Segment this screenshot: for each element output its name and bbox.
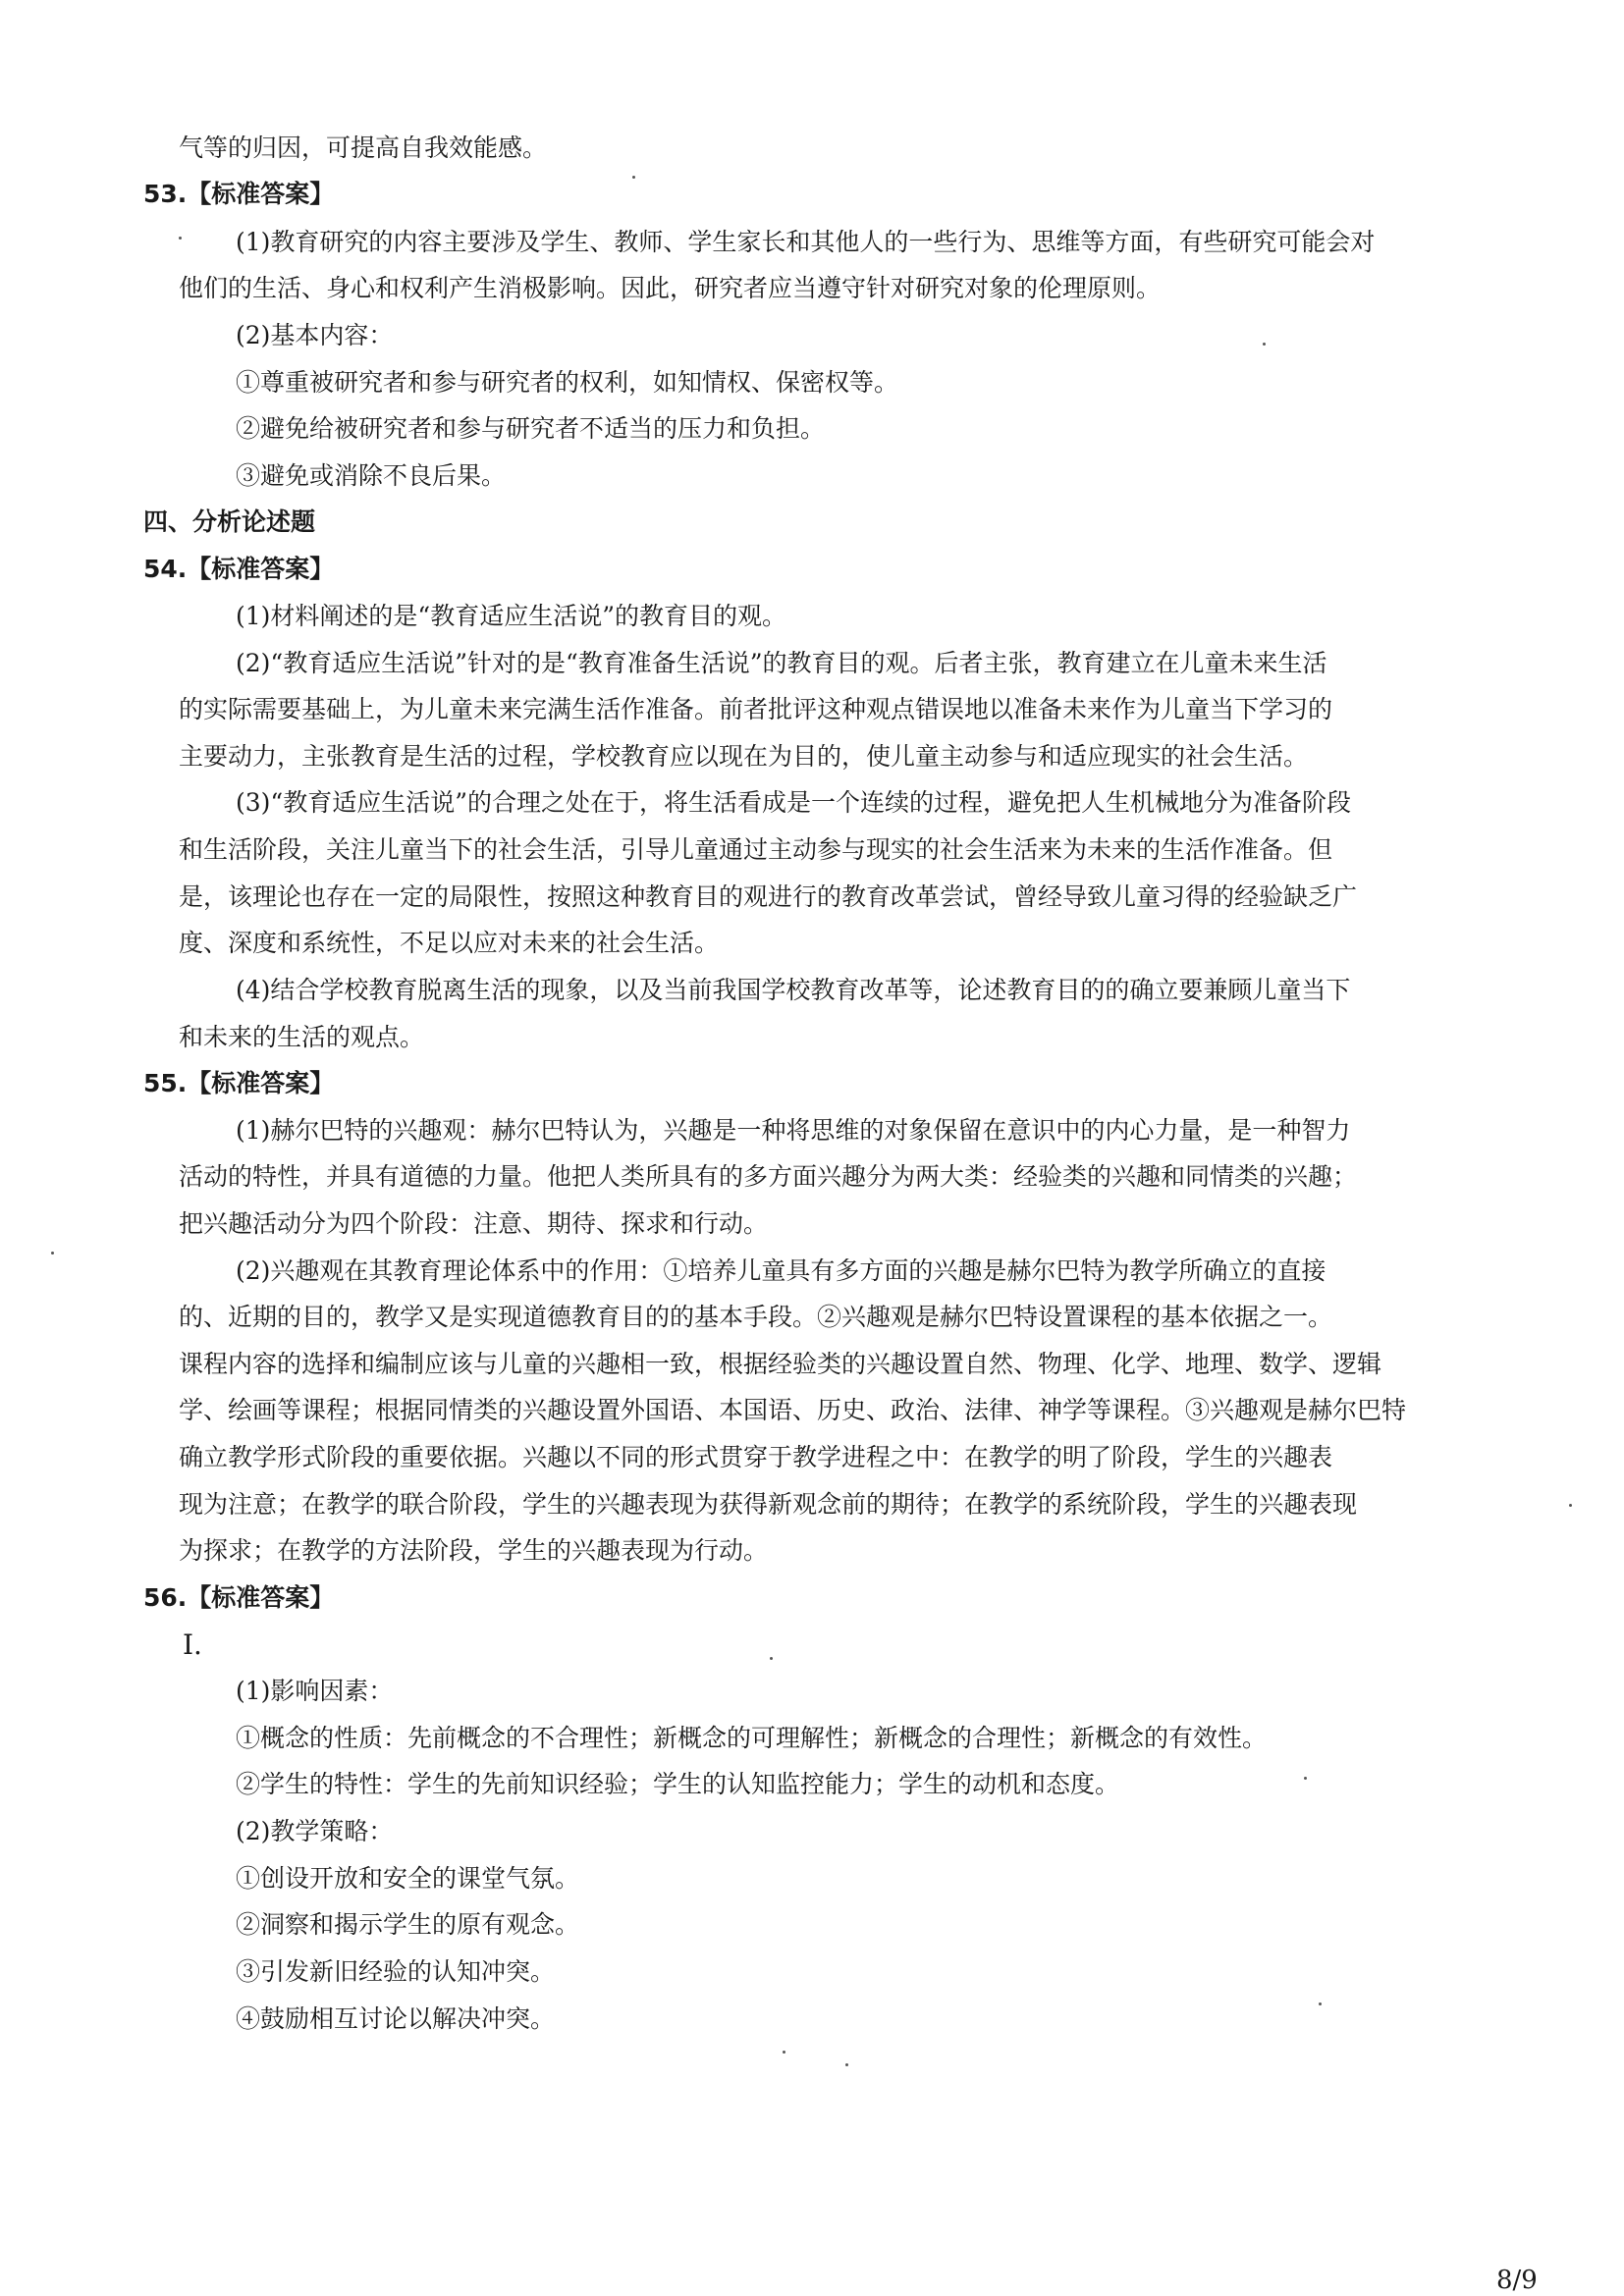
text-line: 的、近期的目的，教学又是实现道德教育目的的基本手段。②兴趣观是赫尔巴特设置课程的基本依据之一。 bbox=[179, 1303, 1333, 1331]
text-line: ③避免或消除不良后果。 bbox=[236, 461, 507, 490]
text-line: 现为注意；在教学的联合阶段，学生的兴趣表现为获得新观念前的期待；在教学的系统阶段，学生的兴趣表现 bbox=[179, 1490, 1358, 1519]
text-line: 把兴趣活动分为四个阶段：注意、期待、探求和行动。 bbox=[179, 1209, 769, 1238]
text-line: (4)结合学校教育脱离生活的现象，以及当前我国学校教育改革等，论述教育目的的确立要兼顾儿童当下 bbox=[236, 976, 1351, 1004]
text-line: ②避免给被研究者和参与研究者不适当的压力和负担。 bbox=[236, 414, 826, 443]
scan-speck bbox=[783, 2051, 785, 2054]
scan-speck bbox=[1304, 1777, 1307, 1780]
roman-numeral: Ⅰ. bbox=[183, 1629, 202, 1661]
text-line: 和生活阶段，关注儿童当下的社会生活，引导儿童通过主动参与现实的社会生活来为未来的生活作准备。但 bbox=[179, 835, 1333, 864]
scan-speck bbox=[845, 2063, 848, 2066]
text-line: 为探求；在教学的方法阶段，学生的兴趣表现为行动。 bbox=[179, 1536, 769, 1565]
text-line: ③引发新旧经验的认知冲突。 bbox=[236, 1957, 556, 1986]
text-line: (1)赫尔巴特的兴趣观：赫尔巴特认为，兴趣是一种将思维的对象保留在意识中的内心力量，是一种智力 bbox=[236, 1116, 1351, 1145]
answer-heading-54: 54.【标准答案】 bbox=[143, 555, 335, 583]
text-line: (1)材料阐述的是“教育适应生活说”的教育目的观。 bbox=[236, 602, 786, 630]
text-line: 的实际需要基础上，为儿童未来完满生活作准备。前者批评这种观点错误地以准备未来作为儿童当下学习的 bbox=[179, 695, 1333, 723]
text-line: ①尊重被研究者和参与研究者的权利，如知情权、保密权等。 bbox=[236, 368, 899, 397]
answer-heading-56: 56.【标准答案】 bbox=[143, 1583, 335, 1612]
text-line: (1)教育研究的内容主要涉及学生、教师、学生家长和其他人的一些行为、思维等方面，有些研究可能会对 bbox=[236, 228, 1376, 256]
text-line: (2)基本内容： bbox=[236, 321, 394, 349]
answer-heading-55: 55.【标准答案】 bbox=[143, 1069, 335, 1097]
scan-speck bbox=[1319, 2002, 1322, 2005]
text-line: 是，该理论也存在一定的局限性，按照这种教育目的观进行的教育改革尝试，曾经导致儿童习得的经验缺乏广 bbox=[179, 882, 1358, 911]
section-heading: 四、分析论述题 bbox=[143, 507, 316, 536]
text-line: 学、绘画等课程；根据同情类的兴趣设置外国语、本国语、历史、政治、法律、神学等课程。③兴趣观是赫尔巴特 bbox=[179, 1396, 1407, 1424]
text-line: 活动的特性，并具有道德的力量。他把人类所具有的多方面兴趣分为两大类：经验类的兴趣和同情类的兴趣； bbox=[179, 1162, 1358, 1191]
scan-speck bbox=[1569, 1504, 1572, 1507]
text-line: (2)兴趣观在其教育理论体系中的作用：①培养儿童具有多方面的兴趣是赫尔巴特为教学所确立的直接 bbox=[236, 1256, 1326, 1285]
text-line: (2)教学策略： bbox=[236, 1817, 394, 1845]
text-line: ①概念的性质：先前概念的不合理性；新概念的可理解性；新概念的合理性；新概念的有效性。 bbox=[236, 1724, 1268, 1752]
text-line: 和未来的生活的观点。 bbox=[179, 1023, 425, 1051]
answer-heading-53: 53.【标准答案】 bbox=[143, 180, 335, 208]
scan-speck bbox=[179, 237, 182, 240]
scan-speck bbox=[1263, 343, 1266, 346]
text-line: 确立教学形式阶段的重要依据。兴趣以不同的形式贯穿于教学进程之中：在教学的明了阶段，学生的兴趣表 bbox=[179, 1443, 1333, 1471]
text-line: (3)“教育适应生活说”的合理之处在于，将生活看成是一个连续的过程，避免把人生机械地分为准备阶段 bbox=[236, 788, 1351, 817]
text-line: ④鼓励相互讨论以解决冲突。 bbox=[236, 2004, 556, 2033]
text-line: ①创设开放和安全的课堂气氛。 bbox=[236, 1864, 580, 1893]
text-line: (2)“教育适应生活说”针对的是“教育准备生活说”的教育目的观。后者主张，教育建立在儿童未来生活 bbox=[236, 649, 1327, 677]
text-line: 气等的归因，可提高自我效能感。 bbox=[179, 133, 548, 162]
page-number: 8/9 bbox=[1496, 2266, 1538, 2295]
text-line: 主要动力，主张教育是生活的过程，学校教育应以现在为目的，使儿童主动参与和适应现实的社会生活。 bbox=[179, 742, 1309, 771]
text-line: 度、深度和系统性，不足以应对未来的社会生活。 bbox=[179, 929, 720, 957]
text-line: 课程内容的选择和编制应该与儿童的兴趣相一致，根据经验类的兴趣设置自然、物理、化学、地理、数学、逻辑 bbox=[179, 1350, 1382, 1378]
scan-speck bbox=[632, 176, 635, 179]
text-line: 他们的生活、身心和权利产生消极影响。因此，研究者应当遵守针对研究对象的伦理原则。 bbox=[179, 274, 1162, 302]
text-line: ②学生的特性：学生的先前知识经验；学生的认知监控能力；学生的动机和态度。 bbox=[236, 1770, 1120, 1798]
scan-speck bbox=[770, 1657, 773, 1660]
text-line: (1)影响因素： bbox=[236, 1677, 394, 1705]
scan-speck bbox=[51, 1252, 54, 1255]
text-line: ②洞察和揭示学生的原有观念。 bbox=[236, 1910, 580, 1939]
